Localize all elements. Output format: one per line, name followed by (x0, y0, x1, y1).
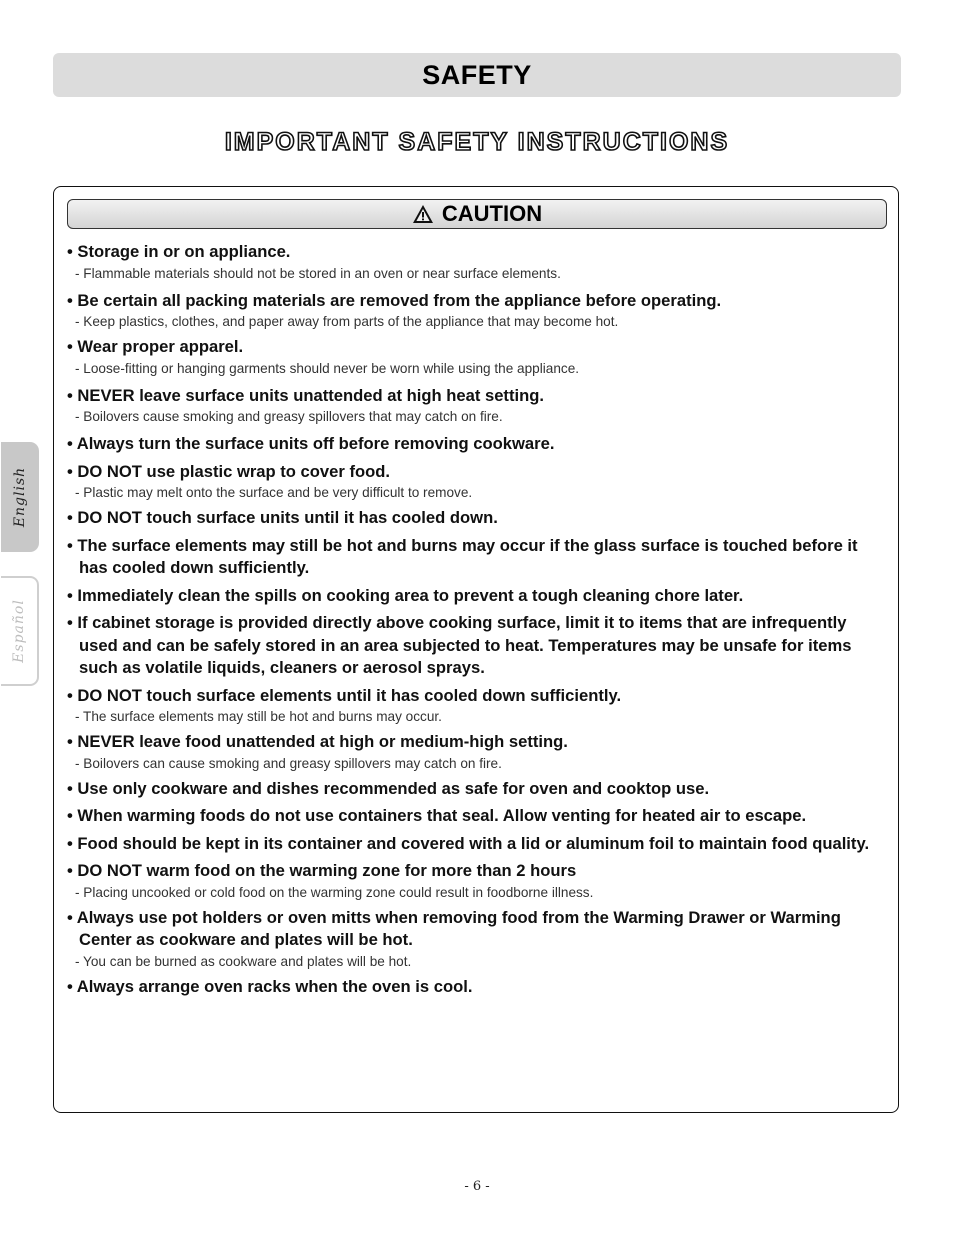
safety-item-heading: • Always use pot holders or oven mitts when removing food from the Warming Drawer or Warming Center as cookware and plates will be hot. (67, 907, 841, 949)
safety-item (67, 535, 882, 580)
safety-item (67, 507, 882, 530)
safety-item-note: - Placing uncooked or cold food on the warming zone could result in foodborne illness. (75, 884, 594, 900)
safety-item (67, 833, 882, 856)
safety-item-heading: • DO NOT warm food on the warming zone for more than 2 hours (67, 861, 577, 880)
safety-item-heading: • NEVER leave surface units unattended at high heat setting. (67, 385, 544, 405)
safety-item-heading: • Immediately clean the spills on cooking area to prevent a tough cleaning chore later. (67, 585, 744, 605)
safety-item (67, 241, 882, 283)
tab-english-label: English (12, 466, 29, 528)
safety-item-heading: • Always arrange oven racks when the oven is cool. (67, 976, 473, 996)
section-title: SAFETY (422, 59, 532, 90)
safety-item-heading: • Use only cookware and dishes recommended as safe for oven and cooktop use. (67, 778, 710, 798)
safety-item-heading: • Be certain all packing materials are removed from the appliance before operating. (67, 290, 722, 310)
safety-item (67, 461, 882, 503)
safety-item-note: - Boilovers cause smoking and greasy spillovers that may catch on fire. (75, 409, 503, 424)
section-header (53, 53, 901, 97)
caution-panel (53, 186, 899, 1113)
safety-item-note: - Keep plastics, clothes, and paper away from parts of the appliance that may become hot. (75, 314, 619, 329)
safety-item-heading: • NEVER leave food unattended at high or medium-high setting. (67, 732, 568, 751)
safety-item-note: - Loose-fitting or hanging garments should never be worn while using the appliance. (75, 360, 580, 376)
safety-item-heading: • Wear proper apparel. (67, 337, 244, 356)
safety-item-note: - Flammable materials should not be stored in an oven or near surface elements. (75, 265, 561, 281)
safety-item-heading: • DO NOT touch surface units until it has cooled down. (67, 508, 498, 527)
safety-item (67, 585, 882, 608)
safety-item (67, 336, 882, 378)
safety-item-note: - You can be burned as cookware and plates will be hot. (75, 953, 412, 969)
safety-item-heading: • When warming foods do not use containers that seal. Allow venting for heated air to escape. (67, 806, 807, 825)
safety-item (67, 612, 882, 680)
safety-item-heading: • DO NOT use plastic wrap to cover food. (67, 461, 390, 481)
safety-item (67, 433, 882, 456)
safety-item-heading: • DO NOT touch surface elements until it has cooled down sufficiently. (67, 685, 622, 705)
safety-item-heading: • Food should be kept in its container and covered with a lid or aluminum foil to maintain food quality. (67, 833, 870, 853)
safety-item-heading: • Always turn the surface units off before removing cookware. (67, 434, 555, 453)
safety-item-note: - The surface elements may still be hot and burns may occur. (75, 709, 442, 724)
safety-item (67, 976, 882, 999)
safety-items-list (67, 241, 882, 998)
caution-label: CAUTION (441, 201, 543, 226)
tab-english[interactable] (1, 442, 39, 552)
safety-item (67, 907, 882, 971)
tab-espanol-label: Español (11, 599, 28, 663)
safety-item (67, 805, 882, 828)
safety-item (67, 778, 882, 801)
safety-item (67, 290, 882, 332)
safety-item-heading: • If cabinet storage is provided directly above cooking surface, limit it to items that are infrequently used and can be safely stored in an area subjected to heat. Temperatures may be unsafe for items such as volatile liquids, cleaners or aerosol sprays. (67, 613, 852, 677)
safety-item-note: - Plastic may melt onto the surface and be very difficult to remove. (75, 485, 473, 500)
safety-item (67, 860, 882, 902)
safety-item-heading: • Storage in or on appliance. (67, 242, 291, 261)
safety-item-heading: • The surface elements may still be hot and burns may occur if the glass surface is touched before it has cooled down sufficiently. (67, 535, 858, 577)
tab-espanol[interactable] (1, 576, 39, 686)
caution-banner (67, 199, 887, 229)
page-subtitle: IMPORTANT SAFETY INSTRUCTIONS (224, 128, 730, 156)
safety-item (67, 731, 882, 773)
safety-item (67, 685, 882, 727)
safety-item-note: - Boilovers can cause smoking and greasy spillovers may catch on fire. (75, 755, 502, 771)
page-number: - 6 - (464, 1179, 490, 1194)
warning-triangle-icon (412, 204, 434, 224)
safety-item (67, 385, 882, 427)
